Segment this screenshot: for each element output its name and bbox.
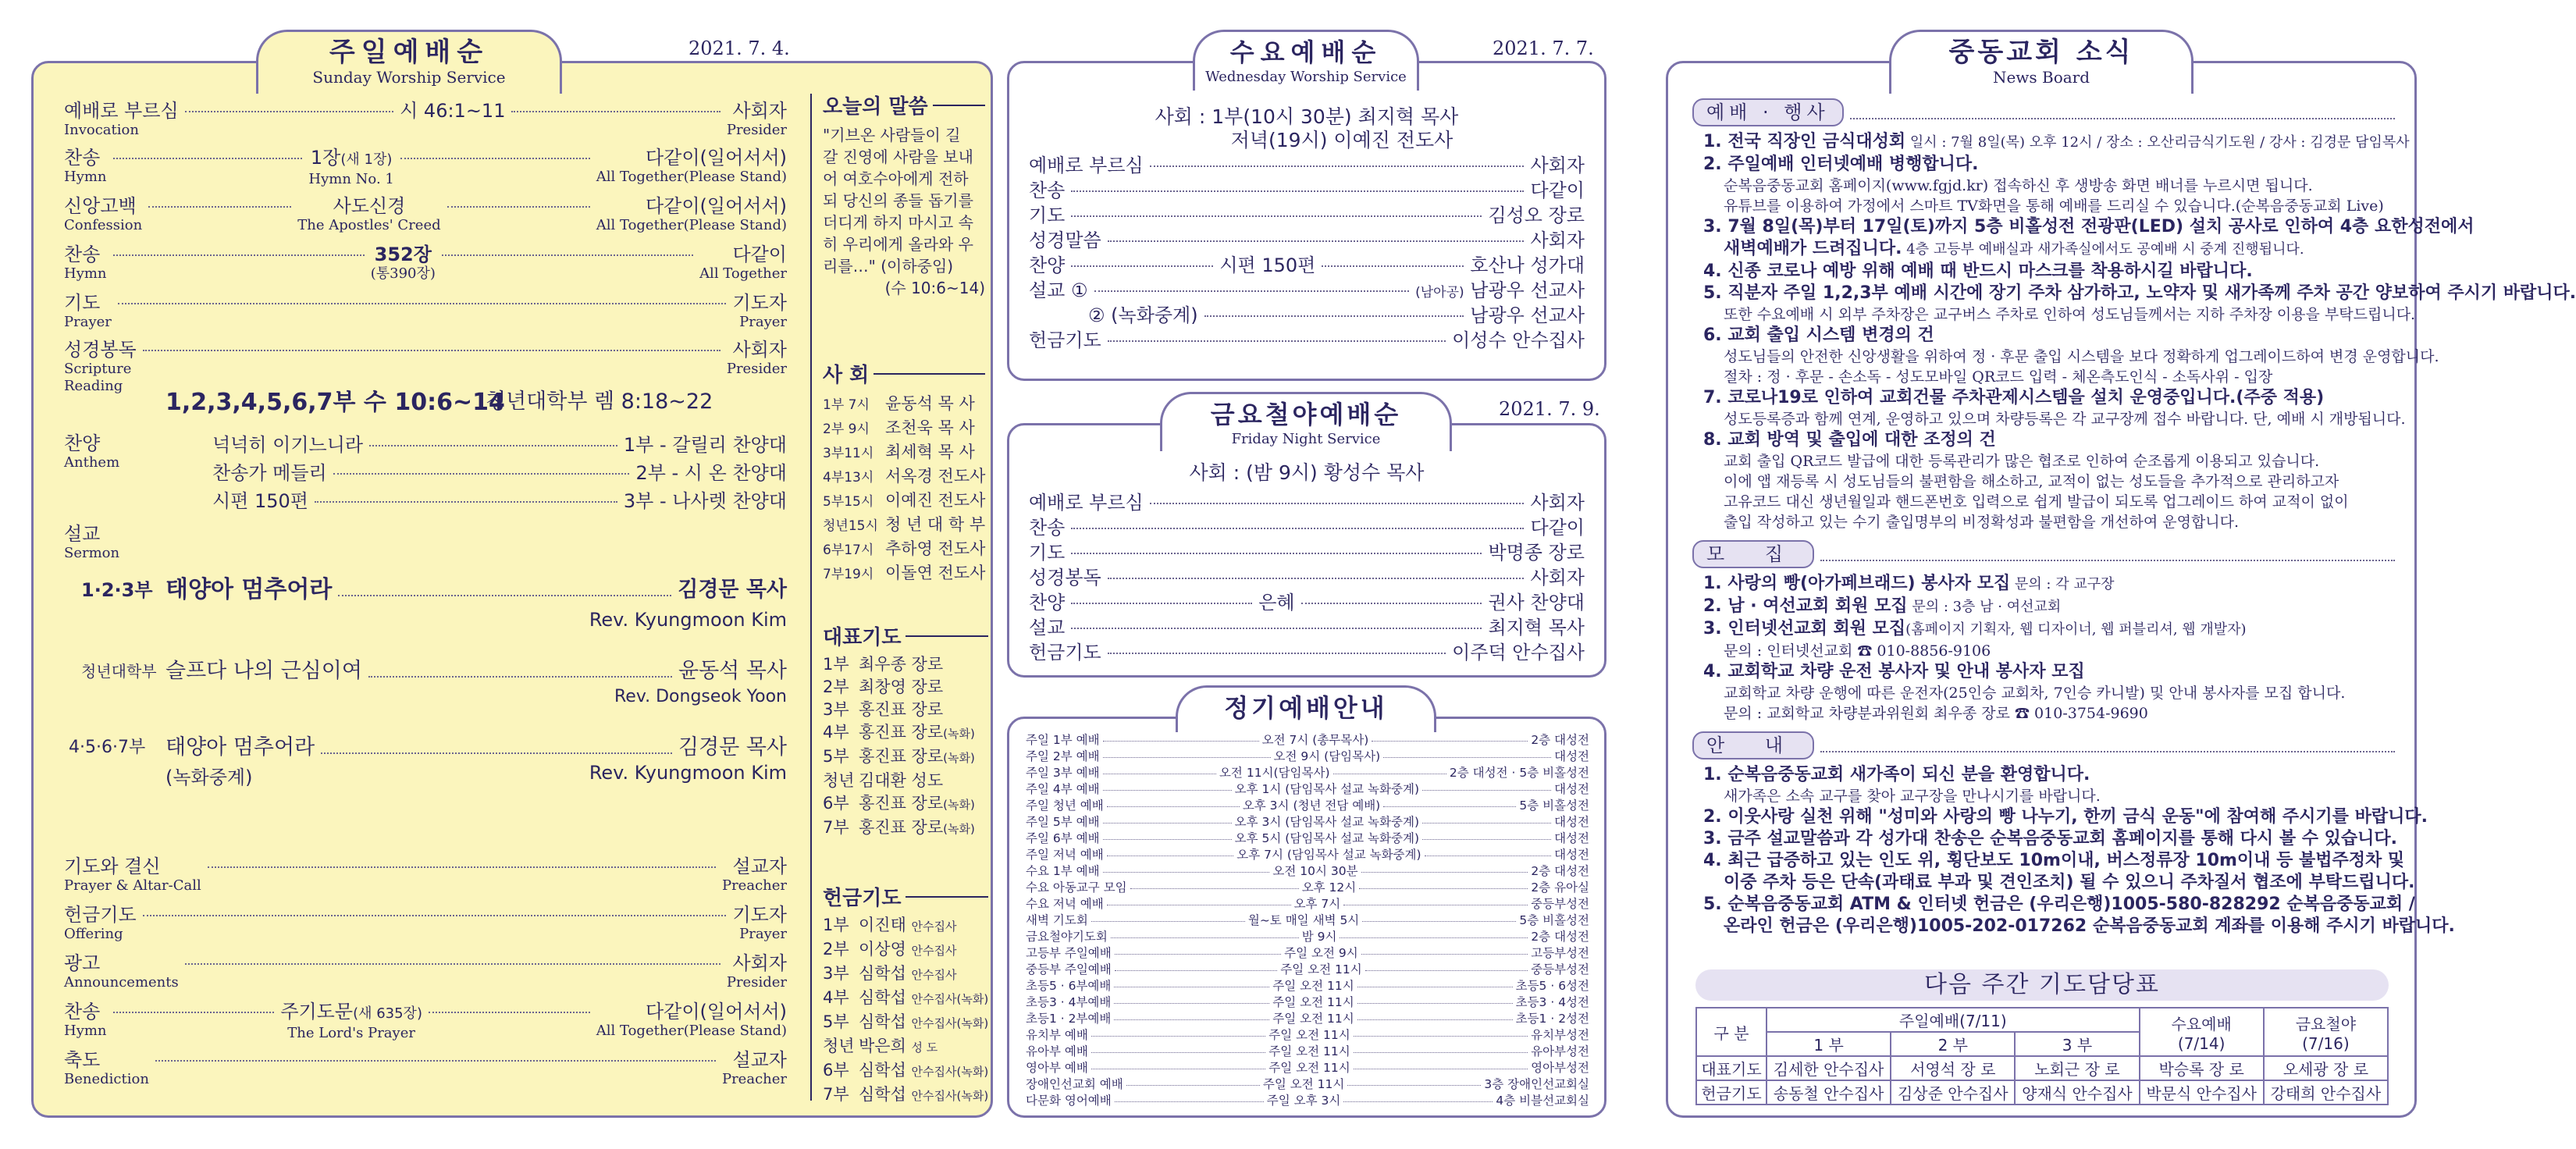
rep-prayer-row: 7부 홍진표 장로(녹화) — [823, 818, 975, 837]
order-right-en: All Together — [699, 265, 787, 282]
order-right: 사회자 — [732, 100, 787, 122]
schedule-row: 새벽 기도회 월~토 매일 새벽 5시 5층 비홀성전 — [1026, 913, 1589, 927]
order-right: 설교자 — [732, 1049, 787, 1071]
wed-row: 찬송 다같이 — [1029, 180, 1585, 201]
hymn-number: 주기도문 — [280, 1001, 354, 1023]
table-row: 헌금기도 송동철 안수집사 김상준 안수집사 양재식 안수집사 박문식 안수집사 강태희 안수집사 — [1696, 1080, 2388, 1105]
news-item: 3. 금주 설교말씀과 각 성가대 찬송은 순복음중동교회 홈페이지를 통해 다시 볼 수 있습니다. — [1703, 829, 2398, 848]
anthem-item — [212, 462, 787, 484]
schedule-row: 장애인선교회 예배 주일 오전 11시 3층 장애인선교회실 — [1026, 1077, 1589, 1091]
order-label: 찬송 — [64, 1001, 101, 1023]
news-item: 4. 교회학교 차량 운전 봉사자 및 안내 봉사자 모집 교회학교 차량 운행에 따른 운전자(25인승 교회차, 7인승 카니발) 및 안내 봉사자를 모집 합니다. 문의 : 교회학교 차량분과위원회 최우종 장로 ☎ 010-3754-9690 — [1703, 662, 2346, 722]
news-content — [1692, 98, 2576, 937]
section-recruit: 모 집 — [1692, 540, 1814, 568]
anthem-item — [212, 434, 787, 456]
news-item: 2. 주일예배 인터넷예배 병행합니다. 순복음중동교회 홈페이지(www.fgjd.kr) 접속하신 후 생방송 화면 배너를 누르시면 됩니다. 유튜브를 이용하여 가정에서 스마트 TV화면을 통해 예배를 드리실 수 있습니다.(순복음중동교회 Live) — [1703, 155, 2384, 215]
section-worship-events: 예배 · 행사 — [1692, 98, 1844, 126]
preacher-en: Rev. Kyungmoon Kim — [589, 762, 787, 784]
representative-prayer-list — [823, 621, 988, 841]
order-right-en: All Together(Please Stand) — [596, 217, 787, 233]
schedule-row: 주일 3부 예배 오전 11시(담임목사) 2층 대성전 · 5층 비홀성전 — [1026, 766, 1589, 780]
presider-title: 사 회 — [823, 364, 870, 387]
schedule-title-tab — [1176, 685, 1436, 732]
rep-prayer-row: 4부 홍진표 장로(녹화) — [823, 723, 975, 742]
fri-row: 예배로 부르심 사회자 — [1029, 492, 1585, 514]
offering-prayer-row: 청년 박은희 성 도 — [823, 1037, 938, 1055]
sermon-broadcast-note: (녹화중계) — [165, 767, 253, 788]
order-altar-call — [64, 856, 787, 895]
schedule-title: 정기예배안내 — [1224, 693, 1388, 723]
news-item: 7. 코로나19로 인하여 교회건물 주차관제시스템을 설치 운영중입니다.(주중 적용) 성도등록증과 함께 연계, 운영하고 있으며 차량등록은 각 교구장께 접수 바랍니다. 단, 예배 시 개방됩니다. — [1703, 388, 2406, 428]
today-word-text — [823, 124, 985, 299]
order-hymn-2 — [64, 244, 787, 283]
fri-row: 찬양 은혜 권사 찬양대 — [1029, 592, 1585, 614]
creed-name: 사도신경 — [333, 195, 406, 217]
order-label: 성경봉독 — [64, 339, 137, 361]
order-right: 기도자 — [732, 904, 787, 926]
schedule-row: 중등부 주일예배 주일 오전 11시 중등부성전 — [1026, 962, 1590, 976]
prayer-duty-table — [1695, 1007, 2389, 1105]
order-offering — [64, 904, 787, 943]
order-label-en: Anthem — [64, 454, 120, 471]
news-item: 3. 인터넷선교회 회원 모집(홈페이지 기획자, 웹 디자이너, 웹 퍼블리셔, 웹 개발자) 문의 : 인터넷선교회 ☎ 010-8856-9106 — [1703, 619, 2247, 660]
hymn-number-old: (통390장) — [370, 265, 436, 282]
order-label: 찬송 — [64, 244, 101, 265]
presider-list — [823, 359, 985, 586]
table-header: 금요철야 (7/16) — [2264, 1008, 2388, 1056]
offering-prayer-row: 1부 이진태 안수집사 — [823, 916, 957, 934]
fri-row: 기도 박명종 장로 — [1029, 542, 1585, 564]
offering-prayer-row: 2부 이상영 안수집사 — [823, 940, 957, 959]
order-label-en: Scripture — [64, 361, 132, 377]
hymn-number-en: Hymn No. 1 — [308, 171, 394, 187]
news-item: 6. 교회 출입 시스템 변경의 건 성도님들의 안전한 신앙생활을 위하여 정 · 후문 출입 시스템을 보다 정확하게 업그레이드하여 변경 운영합니다. 절차 : 정 · 후문 - 손소독 - 성도모바일 QR코드 입력 - 체온측도인식 - 소독사위 - 입장 — [1703, 325, 2439, 386]
fri-row: 헌금기도 이주덕 안수집사 — [1029, 642, 1585, 663]
order-label-en: Sermon — [64, 545, 120, 561]
schedule-row: 수요 아동교구 모임 오후 12시 2층 유아실 — [1026, 880, 1589, 895]
order-right: 설교자 — [732, 856, 787, 877]
verse-line: 갈 진영에 사람을 보내 — [823, 148, 973, 166]
order-confession — [64, 195, 787, 234]
schedule-row: 유치부 예배 주일 오전 11시 유치부성전 — [1026, 1028, 1589, 1042]
news-title: 중동교회 소식 — [1948, 37, 2134, 68]
news-item: 1. 전국 직장인 금식대성회 일시 : 7월 8일(목) 오후 12시 / 장소 : 오산리금식기도원 / 강사 : 김경문 담임목사 — [1703, 132, 2410, 151]
wednesday-date: 2021. 7. 7. — [1493, 37, 1594, 59]
order-label-en: Invocation — [64, 122, 139, 138]
prayer-duty-title: 다음 주간 기도담당표 — [1695, 969, 2389, 1001]
schedule-row: 주일 4부 예배 오후 1시 (담임목사 설교 녹화중계) 대성전 — [1026, 782, 1589, 796]
schedule-row: 초등5 · 6부예배 주일 오전 11시 초등5 · 6성전 — [1026, 979, 1590, 993]
presider-row: 3부11시 최세혁 목 사 — [823, 443, 975, 461]
table-header: 수요예배 (7/14) — [2140, 1008, 2264, 1056]
fri-row: 찬송 다같이 — [1029, 517, 1585, 539]
table-header: 2 부 — [1891, 1032, 2015, 1056]
preacher: 윤동석 목사 — [678, 659, 787, 683]
schedule-row: 유아부 예배 주일 오전 11시 유아부성전 — [1026, 1044, 1589, 1058]
rep-prayer-row: 3부 홍진표 장로 — [823, 700, 944, 719]
hymn-number-new: (새 635장) — [353, 1005, 422, 1022]
presider-row: 6부17시 추하영 전도사 — [823, 539, 986, 558]
anthem-item — [212, 490, 787, 512]
wednesday-presider: 사회 : 1부(10시 30분) 최지혁 목사 — [1155, 105, 1459, 128]
friday-title: 금요철야예배순 — [1210, 400, 1402, 429]
offering-prayer-row: 5부 심학섭 안수집사(녹화) — [823, 1012, 989, 1031]
order-right-en: Preacher — [721, 1071, 787, 1087]
order-label: 예배로 부르심 — [64, 100, 179, 122]
schedule-row: 고등부 주일예배 주일 오전 9시 고등부성전 — [1026, 946, 1589, 960]
friday-title-en: Friday Night Service — [1231, 431, 1381, 447]
sunday-title-tab — [256, 30, 562, 94]
verse-line: "기브온 사람들이 길 — [823, 126, 961, 144]
news-title-tab — [1889, 30, 2194, 94]
order-right: 다같이(일어서서) — [645, 147, 787, 169]
sermon-part: 청년대학부 — [81, 662, 157, 681]
schedule-row: 초등3 · 4부예배 주일 오전 11시 초등3 · 4성전 — [1026, 995, 1590, 1009]
verse-reference: (수 10:6~14) — [884, 279, 985, 297]
schedule-row: 초등1 · 2부예배 주일 오전 11시 초등1 · 2성전 — [1026, 1012, 1590, 1026]
rep-prayer-row: 2부 최창영 장로 — [823, 678, 944, 696]
scripture-text-main: 1,2,3,4,5,6,7부 수 10:6~14 — [165, 389, 505, 416]
verse-line: 어 여호수아에게 전하 — [823, 169, 969, 188]
offering-prayer-row: 4부 심학섭 안수집사(녹화) — [823, 988, 989, 1007]
wednesday-presider-evening: 저녁(19시) 이예진 전도사 — [1230, 129, 1453, 151]
order-label: 설교 — [64, 523, 101, 545]
preacher-en: Rev. Kyungmoon Kim — [589, 609, 787, 631]
rep-prayer-row: 청년 김대환 성도 — [823, 771, 944, 790]
order-right: 다같이 — [732, 244, 787, 265]
fri-row: 성경봉독 사회자 — [1029, 567, 1585, 589]
anthem-choir: 2부 - 시 온 찬양대 — [635, 462, 787, 484]
news-item: 4. 신종 코로나 예방 위해 예배 때 반드시 마스크를 착용하시길 바랍니다. — [1703, 261, 2253, 281]
order-center: 시 46:1~11 — [400, 100, 506, 122]
order-benediction — [64, 1049, 787, 1088]
table-header: 3 부 — [2015, 1032, 2139, 1056]
order-right: 사회자 — [732, 339, 787, 361]
order-hymn-3 — [64, 1001, 787, 1042]
sunday-date: 2021. 7. 4. — [688, 37, 790, 59]
today-word — [823, 91, 985, 299]
offering-prayer-row: 6부 심학섭 안수집사(녹화) — [823, 1061, 989, 1080]
order-label: 찬송 — [64, 147, 101, 169]
verse-line: 더디게 하지 마시고 속 — [823, 213, 973, 232]
order-right: 다같이(일어서서) — [645, 195, 787, 217]
schedule-row: 주일 2부 예배 오전 9시 (담임목사) 대성전 — [1026, 749, 1590, 763]
order-label-en: Hymn — [64, 1023, 107, 1039]
order-label-en: Hymn — [64, 169, 107, 185]
wednesday-title-tab — [1193, 30, 1419, 91]
wednesday-title: 수요예배순 — [1229, 37, 1382, 67]
schedule-row: 주일 5부 예배 오후 3시 (담임목사 설교 녹화중계) 대성전 — [1026, 815, 1589, 829]
order-right-en: Prayer — [739, 926, 787, 942]
schedule-row: 금요철야기도회 밤 9시 2층 대성전 — [1026, 930, 1589, 944]
order-label-en: Prayer & Altar-Call — [64, 877, 201, 894]
sermon-item — [81, 576, 787, 603]
sermon-part: 4·5·6·7부 — [69, 738, 146, 757]
order-right: 사회자 — [732, 952, 787, 974]
order-label: 기도와 결신 — [64, 856, 161, 877]
schedule-row: 영아부 예배 주일 오전 11시 영아부성전 — [1026, 1061, 1589, 1075]
sermon-title: 태양아 멈추어라 — [165, 576, 333, 603]
order-label-en: Benediction — [64, 1071, 149, 1087]
order-right-en: Presider — [726, 122, 787, 138]
table-header: 주일예배(7/11) — [1767, 1008, 2140, 1032]
presider-row: 5부15시 이예진 전도사 — [823, 491, 986, 510]
order-label: 신앙고백 — [64, 195, 137, 217]
order-right-en: Presider — [726, 974, 787, 991]
sermon-item — [81, 660, 787, 682]
order-prayer — [64, 292, 787, 331]
schedule-row: 주일 1부 예배 오전 7시 (총무목사) 2층 대성전 — [1026, 733, 1589, 747]
schedule-row: 다문화 영어예배 주일 오후 3시 4층 비블선교회실 — [1026, 1094, 1590, 1108]
anthem-title: 찬송가 메들리 — [212, 462, 327, 484]
section-guide: 안 내 — [1692, 731, 1814, 759]
verse-line: 리를…" (이하중임) — [823, 257, 954, 276]
verse-line: 히 우리에게 올라와 우 — [823, 235, 973, 254]
order-label-en: Announcements — [64, 974, 179, 991]
anthem-choir: 3부 - 나사렛 찬양대 — [623, 490, 787, 512]
friday-presider: 사회 : (밤 9시) 황성수 목사 — [1189, 461, 1425, 484]
wed-row: 찬양 시편 150편 호산나 성가대 — [1029, 254, 1585, 276]
wed-row: 설교 ① (남아공) 남광우 선교사 — [1029, 279, 1585, 301]
news-item: 2. 이웃사랑 실천 위해 "성미와 사랑의 빵 나누기, 한끼 금식 운동"에 참여해 주시기를 바랍니다. — [1703, 807, 2428, 827]
wednesday-order — [1029, 155, 1585, 354]
wed-row: 예배로 부르심 사회자 — [1029, 155, 1585, 176]
fri-row: 설교 최지혁 목사 — [1029, 617, 1585, 639]
news-item: 3. 7월 8일(목)부터 17일(토)까지 5층 비홀성전 전광판(LED) 설치 공사로 인하여 4층 요한성전에서 새벽예배가 드려집니다. 4층 고등부 예배실과 새가족실에서도 공예배 시 중계 진행됩니다. — [1703, 217, 2475, 258]
order-right: 다같이(일어서서) — [646, 1001, 788, 1023]
anthem-title: 시편 150편 — [212, 490, 308, 512]
rep-prayer-row: 5부 홍진표 장로(녹화) — [823, 747, 975, 766]
preacher: 김경문 목사 — [678, 735, 787, 759]
news-item: 8. 교회 방역 및 출입에 대한 조정의 건 교회 출입 QR코드 발급에 대한 등록관리가 많은 협조로 인하여 순조롭게 이용되고 있습니다. 이에 앱 재등록 시 성도님들의 불편함을 해소하고, 교적이 없는 성도들을 추가적으로 관리하고자 고유코드 대신 생년월일과 핸드폰번호 입력으로 쉽게 발급이 되도록 업그레이드 하여 교적이 없이 출입 작성하고 있는 수기 출입명부의 비정확성과 불편함을 개선하여 운영합니다. — [1703, 430, 2349, 531]
verse-line: 되 당신의 종들 돕기를 — [823, 191, 973, 210]
order-label: 헌금기도 — [64, 904, 137, 926]
presider-row: 7부19시 이돌연 전도사 — [823, 564, 986, 582]
wednesday-title-en: Wednesday Worship Service — [1205, 69, 1407, 85]
order-label: 축도 — [64, 1049, 101, 1071]
schedule-list — [1026, 732, 1589, 1110]
sermon-part: 1·2·3부 — [81, 579, 153, 601]
anthem-title: 넉넉히 이기느니라 — [212, 434, 364, 456]
schedule-row: 주일 6부 예배 오후 5시 (담임목사 설교 녹화중계) 대성전 — [1026, 831, 1589, 845]
order-label: 기도 — [64, 292, 101, 314]
wed-row: 헌금기도 이성수 안수집사 — [1029, 329, 1585, 351]
sermon-title: 태양아 멈추어라 — [165, 735, 315, 759]
order-right-en: Prayer — [739, 314, 787, 330]
order-hymn-1 — [64, 147, 787, 188]
rep-prayer-title: 대표기도 — [823, 626, 902, 649]
presider-row: 청년15시 청 년 대 학 부 — [823, 515, 986, 534]
order-label: 광고 — [64, 952, 101, 974]
rep-prayer-row: 1부 최우종 장로 — [823, 655, 944, 674]
wed-row: 성경말씀 사회자 — [1029, 229, 1585, 251]
order-label-en: Offering — [64, 926, 123, 942]
creed-name-en: The Apostles' Creed — [297, 217, 441, 233]
schedule-row: 수요 저녁 예배 오후 7시 중등부성전 — [1026, 897, 1590, 911]
order-right-en: All Together(Please Stand) — [596, 169, 787, 185]
offering-prayer-list — [823, 882, 988, 1108]
order-label-en: Prayer — [64, 314, 112, 330]
table-row: 대표기도 김세한 안수집사 서영석 장 로 노회근 장 로 박승록 장 로 오세광 장 로 — [1696, 1056, 2388, 1080]
hymn-number-en: The Lord's Prayer — [287, 1025, 415, 1041]
order-label: 찬양 — [64, 432, 101, 454]
order-right-en: Preacher — [721, 877, 787, 894]
table-header: 구 분 — [1696, 1008, 1767, 1056]
order-label-en: Reading — [64, 378, 123, 394]
friday-title-tab — [1160, 392, 1452, 451]
schedule-row: 수요 1부 예배 오전 10시 30분 2층 대성전 — [1026, 864, 1590, 878]
schedule-row: 주일 청년 예배 오후 3시 (청년 전담 예배) 5층 비홀성전 — [1026, 799, 1589, 813]
hymn-number: 1장 — [310, 147, 341, 169]
order-label-en: Confession — [64, 217, 143, 233]
sunday-title: 주일예배순 — [329, 37, 489, 68]
sermon-title: 슬프다 나의 근심이여 — [165, 659, 362, 683]
offering-prayer-title: 헌금기도 — [823, 887, 902, 910]
friday-date: 2021. 7. 9. — [1499, 398, 1600, 420]
today-word-title: 오늘의 말씀 — [823, 95, 928, 119]
sunday-divider — [810, 94, 812, 1101]
order-label-en: Hymn — [64, 265, 107, 282]
news-item: 5. 순복음중동교회 ATM & 인터넷 헌금은 (우리은행)1005-580-828292 순복음중동교회 / 온라인 헌금은 (우리은행)1005-202-017262 순복음중동교회 계좌를 이용해 주시기 바랍니다. — [1703, 895, 2455, 936]
sermon-item — [69, 737, 787, 759]
anthem-choir: 1부 - 갈릴리 찬양대 — [623, 434, 787, 456]
order-right: 기도자 — [732, 292, 787, 314]
news-item: 2. 남 · 여선교회 회원 모집 문의 : 3층 남 · 여선교회 — [1703, 596, 2062, 616]
rep-prayer-row: 6부 홍진표 장로(녹화) — [823, 794, 975, 813]
schedule-row: 주일 저녁 예배 오후 7시 (담임목사 설교 녹화중계) 대성전 — [1026, 848, 1590, 862]
table-header: 1 부 — [1767, 1032, 1891, 1056]
friday-order — [1029, 492, 1585, 667]
news-title-en: News Board — [1992, 68, 2090, 87]
offering-prayer-row: 3부 심학섭 안수집사 — [823, 964, 957, 983]
offering-prayer-row: 7부 심학섭 안수집사(녹화) — [823, 1085, 989, 1104]
order-right-en: All Together(Please Stand) — [596, 1023, 788, 1039]
sunday-title-en: Sunday Worship Service — [312, 68, 506, 87]
order-right-en: Presider — [726, 361, 787, 377]
scripture-text-youth: 청년대학부 렘 8:18~22 — [486, 390, 713, 414]
presider-row: 4부13시 서옥경 전도사 — [823, 467, 986, 486]
order-invocation — [64, 100, 787, 139]
presider-row: 2부 9시 조천욱 목 사 — [823, 418, 975, 437]
news-item: 5. 직분자 주일 1,2,3부 예배 시간에 장기 주차 삼가하고, 노약자 및 새가족께 주차 공간 양보하여 주시기 바랍니다. 또한 수요예배 시 외부 주차장은 교구버스 주차로 인하여 성도님들께서는 지하 주차장 이용을 부탁드립니다. — [1703, 283, 2576, 323]
news-item: 4. 최근 급증하고 있는 인도 위, 횡단보도 10m이내, 버스정류장 10m이내 등 불법주정차 및 이중 주차 등은 단속(과태료 부과 및 견인조치) 될 수 있으니 주차질서 협조에 부탁드립니다. — [1703, 851, 2415, 892]
preacher-en: Rev. Dongseok Yoon — [614, 687, 787, 706]
hymn-number: 352장 — [374, 244, 432, 265]
presider-row: 1부 7시 윤동석 목 사 — [823, 394, 975, 413]
wed-row: 기도 김성오 장로 — [1029, 205, 1585, 226]
wed-row: ② (녹화중계) 남광우 선교사 — [1088, 304, 1585, 326]
news-item: 1. 사랑의 빵(아가페브래드) 봉사자 모집 문의 : 각 교구장 — [1703, 574, 2115, 593]
preacher: 김경문 목사 — [678, 578, 787, 602]
hymn-number-new: (새 1장) — [340, 151, 393, 168]
order-announcements — [64, 952, 787, 991]
news-item: 1. 순복음중동교회 새가족이 되신 분을 환영합니다. 새가족은 소속 교구를 찾아 교구장을 만나시기를 바랍니다. — [1703, 765, 2101, 805]
